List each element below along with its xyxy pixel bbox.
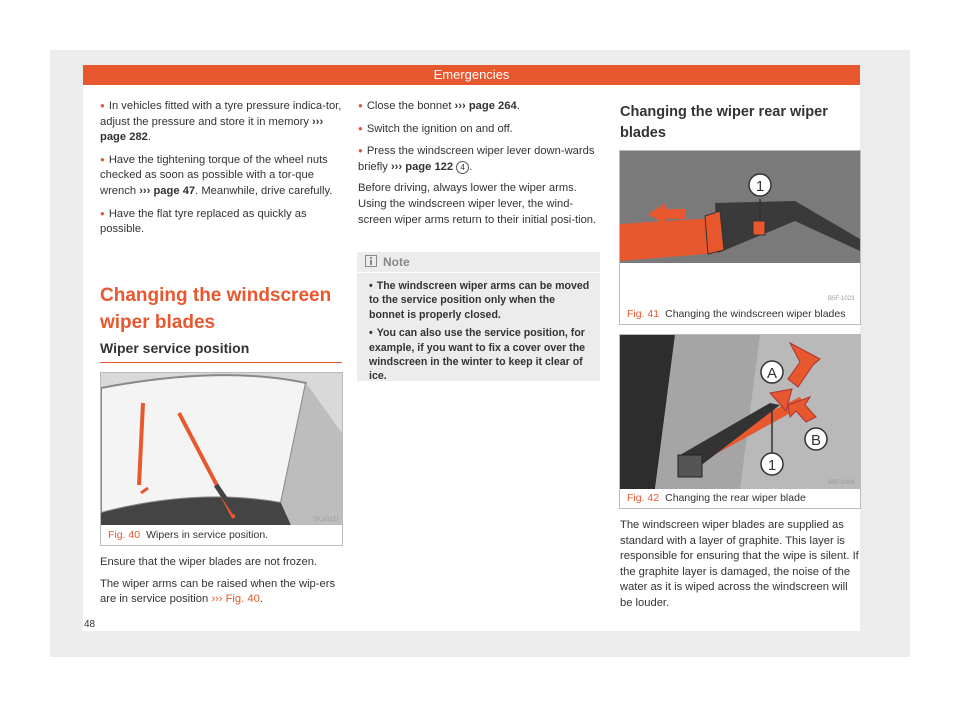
page-header: Emergencies [83,65,860,85]
note-body [357,273,600,384]
figure-code: B5F-1024 [828,480,855,486]
section-title-cont: blades [620,125,666,141]
callout-b: B [810,432,822,449]
info-icon [365,255,377,267]
note-box [357,252,600,381]
bullet-lever: ● Press the windscreen wiper lever down-wards briefly ››› page 122 4 . [358,143,600,175]
note-header: Note [357,252,600,273]
paragraph: The wiper arms can be raised when the wip-ers are in service position ››› Fig. 40. [100,577,336,606]
bullet-torque: ● Have the tightening torque of the wheel nuts checked as soon as possible with a tor-que wrench ››› page 47. Meanwhile, drive carefully. [100,152,342,200]
windscreen-wiper-blade-image [620,151,860,305]
paragraph: The windscreen wiper blades are supplied as standard with a layer of graphite. This layer is responsible for ensuring that the wipe is silent. If the graphite layer is damaged, the noise of the water as it is wiped across the windscreen will be louder. [620,519,859,609]
left-column [100,98,342,244]
paragraph: Before driving, always lower the wiper arms. Using the windscreen wiper lever, the wind-screen wiper arms return to their initial posi-tion. [358,182,597,226]
page-link[interactable]: ››› page 264 [454,100,517,112]
callout-1: 1 [755,178,765,195]
windscreen-wipers-image [101,373,342,525]
middle-column [358,98,600,234]
callout-a: A [766,365,778,382]
figure-caption: Fig. 41 Changing the windscreen wiper blades [627,308,846,320]
bullet-bonnet: ● Close the bonnet ››› page 264. [358,98,600,115]
rear-wiper-blade-image [620,335,860,489]
subsection-title: Wiper service position [100,340,250,356]
bullet-replace: ● Have the flat tyre replaced as quickly as possible. [100,206,342,238]
right-heading [620,100,860,153]
figure-40 [100,372,343,546]
left-paragraphs [100,555,342,614]
right-paragraph-wrap [620,518,860,618]
figure-caption: Fig. 40 Wipers in service position. [108,529,269,541]
note-item: • The windscreen wiper arms can be moved to the service position only when the bonnet is properly closed. [369,279,592,322]
figure-code: B5F-1023 [828,296,855,302]
section-title-cont: wiper blades [100,312,216,333]
figure-42 [619,334,861,509]
callout-1: 1 [767,457,777,474]
section-title: Changing the windscreen [100,285,332,306]
control-number-badge: 4 [456,161,469,174]
bullet-tpms: ● In vehicles fitted with a tyre pressure indica-tor, adjust the pressure and store it in memory ››› page 282. [100,98,342,146]
paragraph: Ensure that the wiper blades are not frozen. [100,556,318,568]
figure-41 [619,150,861,325]
divider [100,362,342,363]
note-item: • You can also use the service position, for example, if you want to fix a cover over the windscreen in the winter to keep it clear of ice. [369,326,592,384]
section-title: Changing the wiper rear wiper [620,104,828,120]
bullet-ignition: ● Switch the ignition on and off. [358,121,600,138]
figure-link[interactable]: ››› Fig. 40 [211,593,260,606]
page-link[interactable]: ››› page 47 [139,184,196,197]
page-link[interactable]: ››› page 122 [390,160,454,173]
section-heading [100,282,342,363]
page-number: 48 [84,619,96,630]
figure-code: SKJ-0177 [313,517,340,523]
page-link[interactable]: ››› page 282 [100,115,324,144]
figure-caption: Fig. 42 Changing the rear wiper blade [627,492,806,504]
